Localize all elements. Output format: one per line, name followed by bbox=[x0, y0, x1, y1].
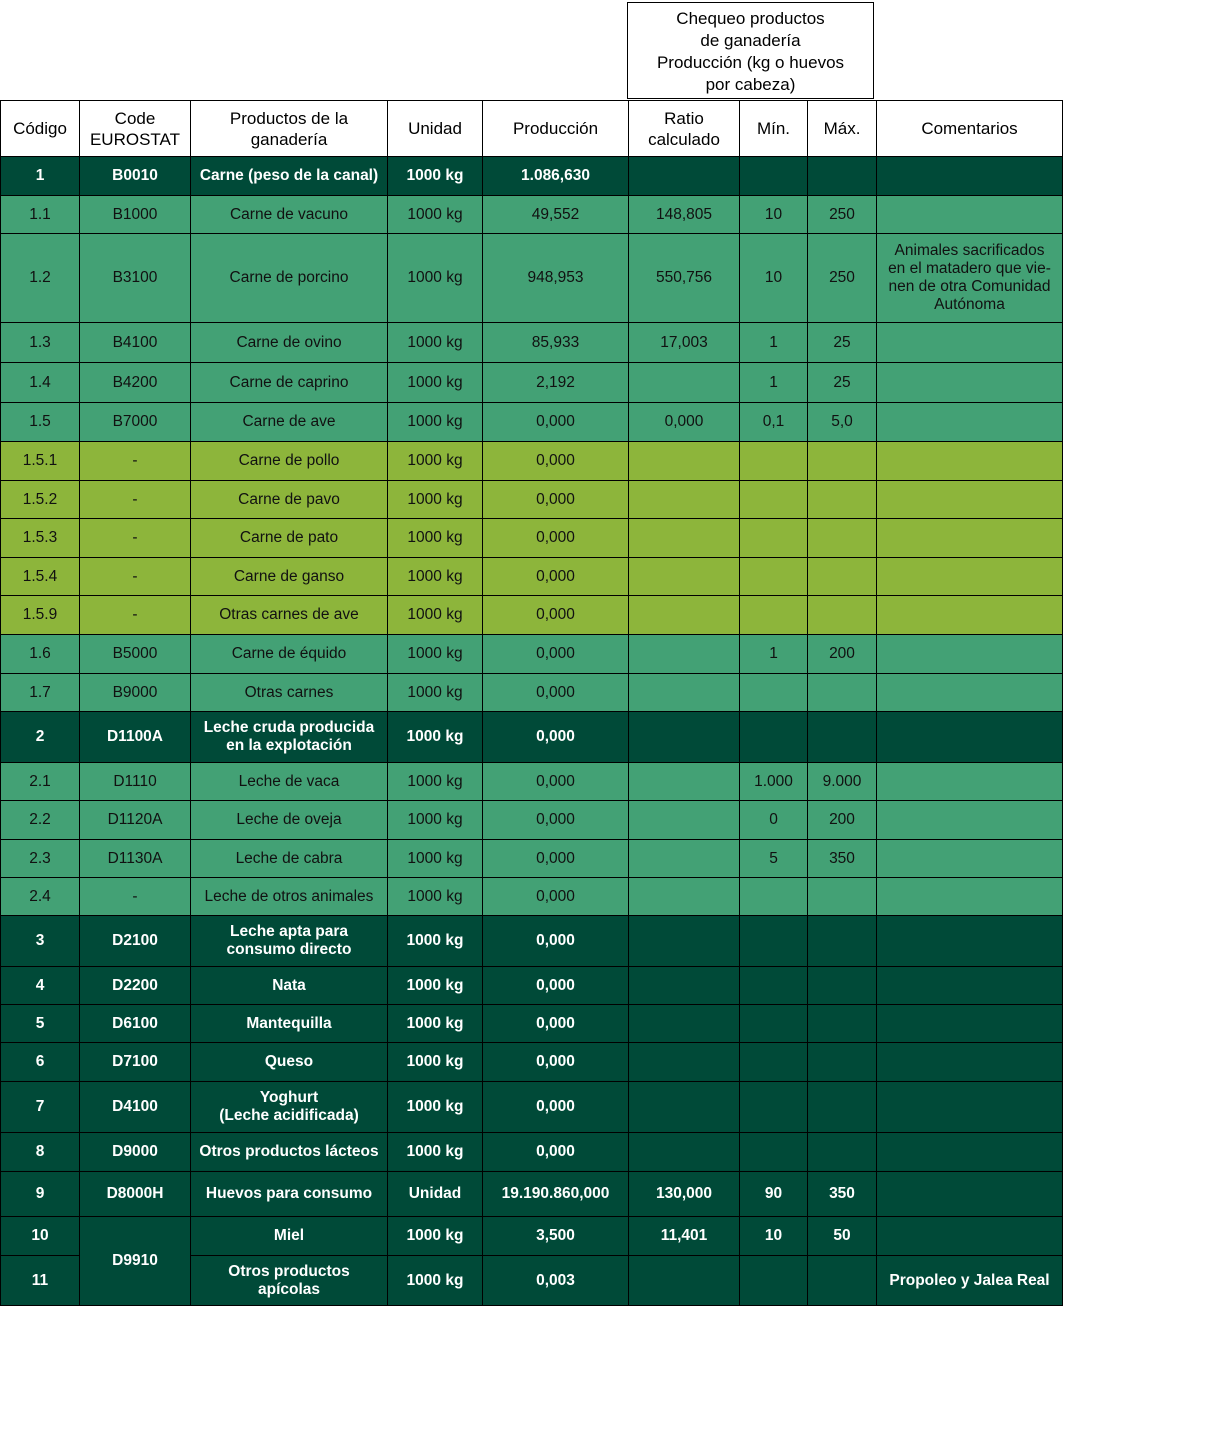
cell-eurostat: D4100 bbox=[80, 1082, 191, 1133]
cell-ratio: 550,756 bbox=[629, 234, 740, 323]
cell-codigo: 1.5.1 bbox=[1, 442, 80, 481]
cell-producto: Carne de vacuno bbox=[191, 196, 388, 234]
cell-max bbox=[808, 1256, 877, 1306]
cell-comentarios bbox=[877, 1005, 1063, 1043]
cell-codigo: 1.6 bbox=[1, 635, 80, 674]
cell-max: 25 bbox=[808, 363, 877, 403]
cell-max bbox=[808, 967, 877, 1005]
cell-max bbox=[808, 1005, 877, 1043]
cell-producto: Carne de ave bbox=[191, 403, 388, 442]
cell-comentarios bbox=[877, 967, 1063, 1005]
cell-codigo: 1.4 bbox=[1, 363, 80, 403]
table-row bbox=[1, 442, 1063, 481]
cell-min: 10 bbox=[740, 1217, 808, 1256]
cell-codigo: 1.2 bbox=[1, 234, 80, 323]
cell-codigo: 2.2 bbox=[1, 801, 80, 840]
cell-unidad: 1000 kg bbox=[388, 403, 483, 442]
cell-max bbox=[808, 712, 877, 763]
cell-producto: Leche de oveja bbox=[191, 801, 388, 840]
table-row bbox=[1, 916, 1063, 967]
cell-produccion: 0,000 bbox=[483, 442, 629, 481]
cell-produccion: 1.086,630 bbox=[483, 157, 629, 196]
cell-max: 200 bbox=[808, 635, 877, 674]
cell-produccion: 49,552 bbox=[483, 196, 629, 234]
cell-ratio bbox=[629, 635, 740, 674]
cell-unidad: 1000 kg bbox=[388, 157, 483, 196]
cell-ratio bbox=[629, 157, 740, 196]
cell-max: 250 bbox=[808, 234, 877, 323]
cell-unidad: 1000 kg bbox=[388, 234, 483, 323]
cell-produccion: 0,000 bbox=[483, 519, 629, 558]
cell-producto: Otras carnes bbox=[191, 674, 388, 712]
cell-unidad: 1000 kg bbox=[388, 1043, 483, 1082]
cell-producto: Huevos para consumo bbox=[191, 1172, 388, 1217]
cell-codigo: 9 bbox=[1, 1172, 80, 1217]
cell-ratio bbox=[629, 801, 740, 840]
cell-eurostat: - bbox=[80, 558, 191, 596]
cell-min bbox=[740, 916, 808, 967]
cell-unidad: 1000 kg bbox=[388, 519, 483, 558]
col-header-min: Mín. bbox=[740, 101, 808, 157]
cell-min bbox=[740, 674, 808, 712]
table-row bbox=[1, 1133, 1063, 1172]
cell-max bbox=[808, 596, 877, 635]
cell-producto: Mantequilla bbox=[191, 1005, 388, 1043]
cell-produccion: 0,003 bbox=[483, 1256, 629, 1306]
cell-unidad: 1000 kg bbox=[388, 878, 483, 916]
cell-comentarios: Animales sacrificados en el matadero que vie- nen de otra Comunidad Autónoma bbox=[877, 234, 1063, 323]
cell-producto: Yoghurt (Leche acidificada) bbox=[191, 1082, 388, 1133]
cell-max bbox=[808, 674, 877, 712]
cell-min bbox=[740, 157, 808, 196]
col-header-producto: Productos de la ganadería bbox=[191, 101, 388, 157]
cell-comentarios bbox=[877, 558, 1063, 596]
cell-codigo: 1.5.4 bbox=[1, 558, 80, 596]
cell-unidad: 1000 kg bbox=[388, 1217, 483, 1256]
cell-min bbox=[740, 1256, 808, 1306]
cell-eurostat: D2100 bbox=[80, 916, 191, 967]
cell-max: 200 bbox=[808, 801, 877, 840]
cell-eurostat: D1130A bbox=[80, 840, 191, 878]
cell-ratio: 148,805 bbox=[629, 196, 740, 234]
cell-min bbox=[740, 558, 808, 596]
table-row bbox=[1, 967, 1063, 1005]
cell-unidad: 1000 kg bbox=[388, 323, 483, 363]
cell-min bbox=[740, 596, 808, 635]
cell-comentarios bbox=[877, 674, 1063, 712]
col-header-codigo: Código bbox=[1, 101, 80, 157]
col-header-comentarios: Comentarios bbox=[877, 101, 1063, 157]
cell-eurostat: B0010 bbox=[80, 157, 191, 196]
cell-eurostat: B4100 bbox=[80, 323, 191, 363]
cell-codigo: 4 bbox=[1, 967, 80, 1005]
cell-comentarios bbox=[877, 712, 1063, 763]
cell-produccion: 0,000 bbox=[483, 635, 629, 674]
livestock-products-table bbox=[0, 100, 1063, 1306]
table-body bbox=[1, 157, 1063, 1306]
cell-producto: Leche de cabra bbox=[191, 840, 388, 878]
cell-produccion: 0,000 bbox=[483, 763, 629, 801]
cell-unidad: 1000 kg bbox=[388, 635, 483, 674]
cell-unidad: 1000 kg bbox=[388, 1133, 483, 1172]
cell-ratio bbox=[629, 1005, 740, 1043]
cell-producto: Carne de pato bbox=[191, 519, 388, 558]
cell-produccion: 0,000 bbox=[483, 674, 629, 712]
cell-ratio bbox=[629, 1043, 740, 1082]
cell-min: 0,1 bbox=[740, 403, 808, 442]
cell-comentarios bbox=[877, 363, 1063, 403]
cell-unidad: 1000 kg bbox=[388, 196, 483, 234]
col-header-unidad: Unidad bbox=[388, 101, 483, 157]
cell-comentarios bbox=[877, 323, 1063, 363]
cell-producto: Carne de pavo bbox=[191, 481, 388, 519]
cell-eurostat: B1000 bbox=[80, 196, 191, 234]
cell-produccion: 0,000 bbox=[483, 481, 629, 519]
cell-producto: Carne de porcino bbox=[191, 234, 388, 323]
cell-ratio: 0,000 bbox=[629, 403, 740, 442]
cell-codigo: 5 bbox=[1, 1005, 80, 1043]
cell-codigo: 1.7 bbox=[1, 674, 80, 712]
cell-max: 50 bbox=[808, 1217, 877, 1256]
cell-ratio: 130,000 bbox=[629, 1172, 740, 1217]
cell-eurostat: B4200 bbox=[80, 363, 191, 403]
cell-ratio bbox=[629, 442, 740, 481]
table-row bbox=[1, 323, 1063, 363]
cell-comentarios bbox=[877, 1043, 1063, 1082]
cell-eurostat: D2200 bbox=[80, 967, 191, 1005]
cell-unidad: 1000 kg bbox=[388, 442, 483, 481]
cell-eurostat: - bbox=[80, 442, 191, 481]
cell-codigo: 11 bbox=[1, 1256, 80, 1306]
table-row bbox=[1, 763, 1063, 801]
table-row bbox=[1, 1082, 1063, 1133]
table-row bbox=[1, 635, 1063, 674]
table-row bbox=[1, 363, 1063, 403]
cell-ratio: 17,003 bbox=[629, 323, 740, 363]
cell-codigo: 10 bbox=[1, 1217, 80, 1256]
cell-producto: Carne de équido bbox=[191, 635, 388, 674]
cell-codigo: 3 bbox=[1, 916, 80, 967]
table-row bbox=[1, 1005, 1063, 1043]
cell-comentarios bbox=[877, 801, 1063, 840]
cell-codigo: 1.5 bbox=[1, 403, 80, 442]
cell-ratio bbox=[629, 840, 740, 878]
cell-min: 10 bbox=[740, 234, 808, 323]
cell-eurostat: B7000 bbox=[80, 403, 191, 442]
cell-producto: Miel bbox=[191, 1217, 388, 1256]
cell-ratio bbox=[629, 1082, 740, 1133]
cell-produccion: 3,500 bbox=[483, 1217, 629, 1256]
cell-comentarios bbox=[877, 916, 1063, 967]
table-row bbox=[1, 481, 1063, 519]
cell-min: 1 bbox=[740, 363, 808, 403]
cell-max: 25 bbox=[808, 323, 877, 363]
cell-unidad: Unidad bbox=[388, 1172, 483, 1217]
check-group-header: Chequeo productos de ganadería Producción (kg o huevos por cabeza) bbox=[627, 2, 874, 99]
cell-eurostat: D1120A bbox=[80, 801, 191, 840]
cell-produccion: 948,953 bbox=[483, 234, 629, 323]
table-row bbox=[1, 403, 1063, 442]
cell-codigo: 1.5.2 bbox=[1, 481, 80, 519]
table-row bbox=[1, 801, 1063, 840]
table-row bbox=[1, 558, 1063, 596]
cell-unidad: 1000 kg bbox=[388, 596, 483, 635]
cell-eurostat: D6100 bbox=[80, 1005, 191, 1043]
cell-min bbox=[740, 1133, 808, 1172]
cell-comentarios bbox=[877, 1082, 1063, 1133]
table-row bbox=[1, 519, 1063, 558]
cell-min bbox=[740, 712, 808, 763]
col-header-produccion: Producción bbox=[483, 101, 629, 157]
cell-comentarios bbox=[877, 403, 1063, 442]
cell-max: 9.000 bbox=[808, 763, 877, 801]
cell-codigo: 2.4 bbox=[1, 878, 80, 916]
cell-produccion: 0,000 bbox=[483, 712, 629, 763]
cell-eurostat: - bbox=[80, 596, 191, 635]
cell-unidad: 1000 kg bbox=[388, 840, 483, 878]
cell-ratio bbox=[629, 1256, 740, 1306]
cell-min bbox=[740, 442, 808, 481]
cell-eurostat: B3100 bbox=[80, 234, 191, 323]
col-header-max: Máx. bbox=[808, 101, 877, 157]
cell-unidad: 1000 kg bbox=[388, 1256, 483, 1306]
cell-producto: Otras carnes de ave bbox=[191, 596, 388, 635]
cell-codigo: 1 bbox=[1, 157, 80, 196]
cell-comentarios bbox=[877, 1133, 1063, 1172]
cell-produccion: 85,933 bbox=[483, 323, 629, 363]
cell-codigo: 2.3 bbox=[1, 840, 80, 878]
cell-max: 350 bbox=[808, 1172, 877, 1217]
cell-eurostat: D9000 bbox=[80, 1133, 191, 1172]
cell-comentarios bbox=[877, 519, 1063, 558]
cell-min bbox=[740, 1005, 808, 1043]
cell-unidad: 1000 kg bbox=[388, 363, 483, 403]
cell-producto: Otros productos apícolas bbox=[191, 1256, 388, 1306]
cell-min bbox=[740, 967, 808, 1005]
cell-unidad: 1000 kg bbox=[388, 801, 483, 840]
cell-ratio bbox=[629, 712, 740, 763]
cell-min bbox=[740, 481, 808, 519]
cell-codigo: 7 bbox=[1, 1082, 80, 1133]
cell-min bbox=[740, 1082, 808, 1133]
cell-codigo: 6 bbox=[1, 1043, 80, 1082]
cell-ratio bbox=[629, 916, 740, 967]
table-row bbox=[1, 712, 1063, 763]
cell-produccion: 0,000 bbox=[483, 403, 629, 442]
table-row bbox=[1, 1043, 1063, 1082]
cell-produccion: 0,000 bbox=[483, 1082, 629, 1133]
cell-comentarios bbox=[877, 878, 1063, 916]
cell-producto: Carne de caprino bbox=[191, 363, 388, 403]
cell-produccion: 0,000 bbox=[483, 1043, 629, 1082]
cell-ratio bbox=[629, 674, 740, 712]
cell-unidad: 1000 kg bbox=[388, 763, 483, 801]
cell-produccion: 19.190.860,000 bbox=[483, 1172, 629, 1217]
cell-max bbox=[808, 1133, 877, 1172]
cell-producto: Nata bbox=[191, 967, 388, 1005]
table-row bbox=[1, 1217, 1063, 1256]
cell-codigo: 8 bbox=[1, 1133, 80, 1172]
cell-unidad: 1000 kg bbox=[388, 1082, 483, 1133]
cell-ratio bbox=[629, 763, 740, 801]
cell-ratio bbox=[629, 558, 740, 596]
cell-min: 10 bbox=[740, 196, 808, 234]
table-row bbox=[1, 596, 1063, 635]
col-header-ratio: Ratio calculado bbox=[629, 101, 740, 157]
cell-eurostat: D1110 bbox=[80, 763, 191, 801]
cell-min: 1 bbox=[740, 635, 808, 674]
cell-produccion: 0,000 bbox=[483, 967, 629, 1005]
cell-eurostat: D7100 bbox=[80, 1043, 191, 1082]
table-row bbox=[1, 674, 1063, 712]
cell-codigo: 1.3 bbox=[1, 323, 80, 363]
cell-comentarios bbox=[877, 1172, 1063, 1217]
table-row bbox=[1, 157, 1063, 196]
cell-codigo: 2.1 bbox=[1, 763, 80, 801]
cell-producto: Carne de ovino bbox=[191, 323, 388, 363]
cell-unidad: 1000 kg bbox=[388, 967, 483, 1005]
cell-min: 5 bbox=[740, 840, 808, 878]
cell-max: 350 bbox=[808, 840, 877, 878]
cell-unidad: 1000 kg bbox=[388, 1005, 483, 1043]
cell-producto: Carne (peso de la canal) bbox=[191, 157, 388, 196]
cell-unidad: 1000 kg bbox=[388, 558, 483, 596]
cell-produccion: 2,192 bbox=[483, 363, 629, 403]
cell-codigo: 1.1 bbox=[1, 196, 80, 234]
cell-unidad: 1000 kg bbox=[388, 481, 483, 519]
cell-producto: Carne de pollo bbox=[191, 442, 388, 481]
cell-unidad: 1000 kg bbox=[388, 674, 483, 712]
cell-min: 90 bbox=[740, 1172, 808, 1217]
cell-comentarios: Propoleo y Jalea Real bbox=[877, 1256, 1063, 1306]
cell-produccion: 0,000 bbox=[483, 558, 629, 596]
cell-max bbox=[808, 1082, 877, 1133]
cell-produccion: 0,000 bbox=[483, 1005, 629, 1043]
cell-eurostat: - bbox=[80, 519, 191, 558]
cell-comentarios bbox=[877, 1217, 1063, 1256]
cell-producto: Leche apta para consumo directo bbox=[191, 916, 388, 967]
cell-comentarios bbox=[877, 763, 1063, 801]
cell-produccion: 0,000 bbox=[483, 916, 629, 967]
cell-producto: Leche de otros animales bbox=[191, 878, 388, 916]
cell-min bbox=[740, 1043, 808, 1082]
cell-producto: Queso bbox=[191, 1043, 388, 1082]
cell-eurostat: B9000 bbox=[80, 674, 191, 712]
cell-producto: Carne de ganso bbox=[191, 558, 388, 596]
cell-eurostat: D1100A bbox=[80, 712, 191, 763]
cell-max: 5,0 bbox=[808, 403, 877, 442]
cell-comentarios bbox=[877, 840, 1063, 878]
cell-produccion: 0,000 bbox=[483, 596, 629, 635]
cell-ratio bbox=[629, 1133, 740, 1172]
cell-unidad: 1000 kg bbox=[388, 916, 483, 967]
cell-producto: Otros productos lácteos bbox=[191, 1133, 388, 1172]
cell-min: 1 bbox=[740, 323, 808, 363]
cell-ratio bbox=[629, 519, 740, 558]
cell-max bbox=[808, 878, 877, 916]
cell-comentarios bbox=[877, 596, 1063, 635]
cell-ratio: 11,401 bbox=[629, 1217, 740, 1256]
cell-producto: Leche cruda producida en la explotación bbox=[191, 712, 388, 763]
cell-min bbox=[740, 878, 808, 916]
cell-max bbox=[808, 916, 877, 967]
cell-producto: Leche de vaca bbox=[191, 763, 388, 801]
table-row bbox=[1, 234, 1063, 323]
table-row bbox=[1, 878, 1063, 916]
cell-comentarios bbox=[877, 442, 1063, 481]
cell-eurostat: D8000H bbox=[80, 1172, 191, 1217]
cell-eurostat: D9910 bbox=[80, 1217, 191, 1306]
cell-comentarios bbox=[877, 481, 1063, 519]
table-header bbox=[1, 101, 1063, 157]
cell-max: 250 bbox=[808, 196, 877, 234]
cell-unidad: 1000 kg bbox=[388, 712, 483, 763]
cell-produccion: 0,000 bbox=[483, 840, 629, 878]
cell-codigo: 1.5.3 bbox=[1, 519, 80, 558]
cell-max bbox=[808, 481, 877, 519]
table-row bbox=[1, 1172, 1063, 1217]
cell-codigo: 2 bbox=[1, 712, 80, 763]
cell-ratio bbox=[629, 596, 740, 635]
cell-min: 1.000 bbox=[740, 763, 808, 801]
cell-max bbox=[808, 442, 877, 481]
cell-eurostat: - bbox=[80, 878, 191, 916]
cell-ratio bbox=[629, 878, 740, 916]
cell-produccion: 0,000 bbox=[483, 878, 629, 916]
cell-max bbox=[808, 519, 877, 558]
table-row bbox=[1, 196, 1063, 234]
cell-min: 0 bbox=[740, 801, 808, 840]
cell-produccion: 0,000 bbox=[483, 801, 629, 840]
cell-ratio bbox=[629, 967, 740, 1005]
cell-eurostat: - bbox=[80, 481, 191, 519]
cell-comentarios bbox=[877, 635, 1063, 674]
cell-eurostat: B5000 bbox=[80, 635, 191, 674]
table-row bbox=[1, 840, 1063, 878]
cell-produccion: 0,000 bbox=[483, 1133, 629, 1172]
col-header-eurostat: Code EUROSTAT bbox=[80, 101, 191, 157]
cell-comentarios bbox=[877, 196, 1063, 234]
cell-max bbox=[808, 157, 877, 196]
cell-max bbox=[808, 1043, 877, 1082]
cell-ratio bbox=[629, 481, 740, 519]
cell-ratio bbox=[629, 363, 740, 403]
cell-min bbox=[740, 519, 808, 558]
cell-max bbox=[808, 558, 877, 596]
cell-comentarios bbox=[877, 157, 1063, 196]
cell-codigo: 1.5.9 bbox=[1, 596, 80, 635]
